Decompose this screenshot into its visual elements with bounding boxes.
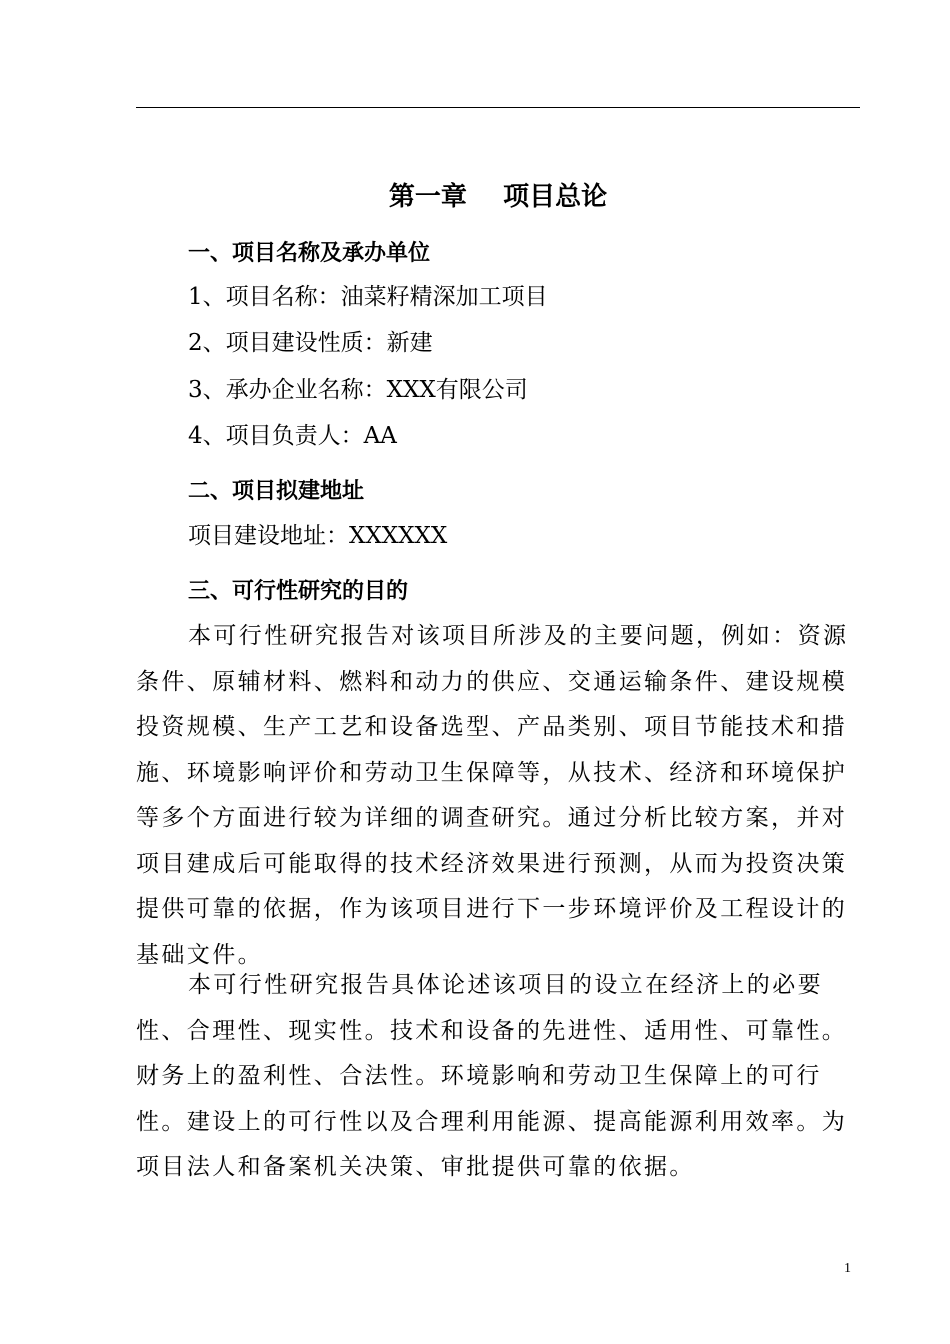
project-address: 项目建设地址：XXXXXX	[188, 523, 448, 549]
paragraph-purpose-1-text: 本可行性研究报告对该项目所涉及的主要问题，例如：资源条件、原辅材料、燃料和动力的供应、交通运输条件、建设规模投资规模、生产工艺和设备选型、产品类别、项目节能技术和措施、环境影响评价和劳动卫生保障等，从技术、经济和环境保护等多个方面进行较为详细的调查研究。通过分析比较方案，并对项目建成后可能取得的技术经济效果进行预测，从而为投资决策提供可靠的依据，作为该项目进行下一步环境评价及工程设计的基础文件。	[136, 623, 849, 968]
section-heading-1: 一、项目名称及承办单位	[188, 241, 431, 266]
list-item-project-name: 1、项目名称：油菜籽精深加工项目	[188, 284, 548, 310]
paragraph-purpose-1	[136, 614, 860, 978]
list-item-project-nature: 2、项目建设性质：新建	[188, 330, 433, 356]
paragraph-purpose-2	[136, 963, 860, 1191]
paragraph-purpose-2-text: 本可行性研究报告具体论述该项目的设立在经济上的必要性、合理性、现实性。技术和设备的先进性、适用性、可靠性。财务上的盈利性、合法性。环境影响和劳动卫生保障上的可行性。建设上的可行性以及合理利用能源、提高能源利用效率。为项目法人和备案机关决策、审批提供可靠的依据。	[136, 972, 848, 1180]
chapter-title: 第一章 项目总论	[388, 182, 608, 212]
list-item-company-name: 3、承办企业名称：XXX有限公司	[188, 377, 528, 403]
page-number: 1	[844, 1261, 851, 1276]
list-item-project-lead: 4、项目负责人：AA	[188, 423, 397, 449]
header-rule	[136, 107, 860, 108]
section-heading-3: 三、可行性研究的目的	[188, 579, 409, 604]
section-heading-2: 二、项目拟建地址	[188, 479, 365, 504]
